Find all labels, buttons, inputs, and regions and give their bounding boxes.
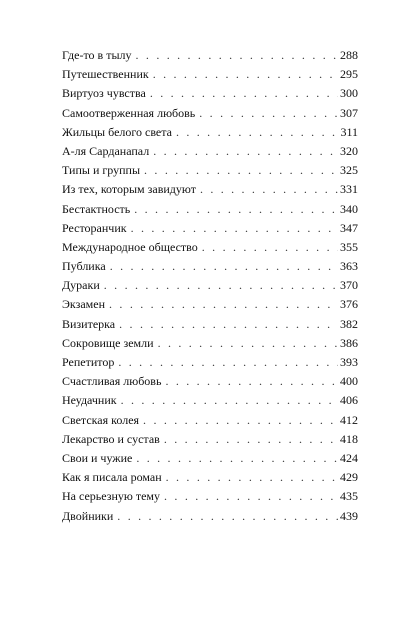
toc-entry-title: Типы и группы: [62, 163, 141, 178]
toc-entry-title: Свои и чужие: [62, 450, 133, 465]
toc-entry: [62, 84, 358, 103]
toc-entry-page-number: 288: [340, 48, 358, 62]
toc-entry: [62, 487, 358, 506]
toc-entry: [62, 142, 358, 161]
toc-entry: [62, 200, 358, 219]
dot-leader: [118, 353, 338, 372]
toc-entry-page-number: 424: [340, 450, 358, 465]
toc-entry-title: Визитерка: [62, 316, 116, 331]
toc-entry-page-number: 376: [340, 297, 358, 312]
toc-entry: [62, 46, 358, 65]
toc-entry-title: Жильцы белого света: [62, 124, 172, 139]
toc-entry: [62, 65, 358, 84]
toc-entry: [62, 180, 358, 199]
toc-entry-page-number: 347: [340, 220, 358, 235]
toc-entry-page-number: 331: [340, 182, 358, 197]
dot-leader: [166, 468, 338, 487]
toc-entry-title: Международное общество: [62, 239, 198, 254]
toc-entry-title: Где-то в тылу: [62, 48, 132, 62]
toc-entry-page-number: 406: [340, 393, 358, 408]
dot-leader: [136, 46, 338, 65]
toc-entry: [62, 104, 358, 123]
toc-entry-page-number: 386: [340, 335, 358, 350]
dot-leader: [119, 315, 338, 334]
toc-entry: [62, 507, 358, 526]
toc-entry: [62, 276, 358, 295]
toc-entry-title: Дураки: [62, 278, 100, 293]
toc-entry-page-number: 320: [340, 143, 358, 158]
toc-entry: [62, 449, 358, 468]
toc-entry-title: Сокровище земли: [62, 335, 154, 350]
toc-entry-title: Неудачник: [62, 393, 117, 408]
toc-entry-title: Публика: [62, 259, 106, 274]
toc-entry: [62, 430, 358, 449]
toc-entry-page-number: 355: [340, 239, 358, 254]
dot-leader: [153, 142, 338, 161]
toc-entry-page-number: 295: [340, 67, 358, 82]
table-of-contents-page: [62, 46, 358, 526]
toc-entry: [62, 353, 358, 372]
toc-entry-page-number: 300: [340, 86, 358, 101]
toc-entry-title: Путешественник: [62, 67, 149, 82]
toc-entry-page-number: 393: [340, 355, 358, 369]
toc-entry: [62, 219, 358, 238]
dot-leader: [136, 449, 338, 468]
toc-entry-title: Из тех, которым завидуют: [62, 182, 196, 197]
toc-entry-title: Лекарство и сустав: [62, 431, 160, 446]
toc-entry: [62, 161, 358, 180]
toc-entry-page-number: 439: [340, 508, 358, 523]
toc-entry-page-number: 307: [340, 105, 358, 120]
toc-entry: [62, 372, 358, 391]
toc-entry-page-number: 400: [340, 374, 358, 389]
toc-entry-title: Как я писала роман: [62, 470, 162, 485]
dot-leader: [110, 257, 338, 276]
dot-leader: [121, 391, 338, 410]
toc-entry-title: Репетитор: [62, 355, 115, 369]
toc-entry: [62, 334, 358, 353]
dot-leader: [109, 295, 338, 314]
toc-entry-page-number: 363: [340, 259, 358, 274]
dot-leader: [131, 219, 338, 238]
dot-leader: [176, 123, 338, 142]
toc-entry: [62, 411, 358, 430]
toc-entry: [62, 468, 358, 487]
dot-leader: [199, 104, 338, 123]
dot-leader: [164, 487, 338, 506]
toc-entry-title: Самоотверженная любовь: [62, 105, 196, 120]
toc-entry-title: Светская колея: [62, 412, 140, 427]
dot-leader: [164, 430, 338, 449]
dot-leader: [144, 161, 338, 180]
toc-entry-title: Виртуоз чувства: [62, 86, 146, 101]
toc-entry-page-number: 325: [340, 163, 358, 178]
dot-leader: [158, 334, 338, 353]
toc-entry-title: На серьезную тему: [62, 489, 161, 504]
toc-entry: [62, 315, 358, 334]
toc-entry: [62, 123, 358, 142]
toc-entry: [62, 238, 358, 257]
toc-entry-page-number: 412: [340, 412, 358, 427]
toc-entry-title: Ресторанчик: [62, 220, 127, 235]
toc-entry-title: Счастливая любовь: [62, 374, 162, 389]
dot-leader: [202, 238, 338, 257]
toc-entry-page-number: 382: [340, 316, 358, 331]
dot-leader: [117, 507, 338, 526]
toc-entry-page-number: 418: [340, 431, 358, 446]
dot-leader: [143, 411, 338, 430]
dot-leader: [165, 372, 338, 391]
toc-entry: [62, 257, 358, 276]
toc-entry-page-number: 311: [340, 124, 358, 139]
toc-list: [62, 46, 358, 526]
dot-leader: [153, 65, 338, 84]
toc-entry: [62, 295, 358, 314]
toc-entry: [62, 391, 358, 410]
toc-entry-page-number: 370: [340, 278, 358, 293]
dot-leader: [150, 84, 338, 103]
toc-entry-page-number: 435: [340, 489, 358, 504]
toc-entry-title: Экзамен: [62, 297, 106, 312]
dot-leader: [200, 180, 338, 199]
toc-entry-title: Бестактность: [62, 201, 131, 216]
dot-leader: [104, 276, 338, 295]
toc-entry-title: Двойники: [62, 508, 114, 523]
dot-leader: [134, 200, 338, 219]
toc-entry-page-number: 429: [340, 470, 358, 485]
toc-entry-title: А-ля Сарданапал: [62, 143, 150, 158]
toc-entry-page-number: 340: [340, 201, 358, 216]
